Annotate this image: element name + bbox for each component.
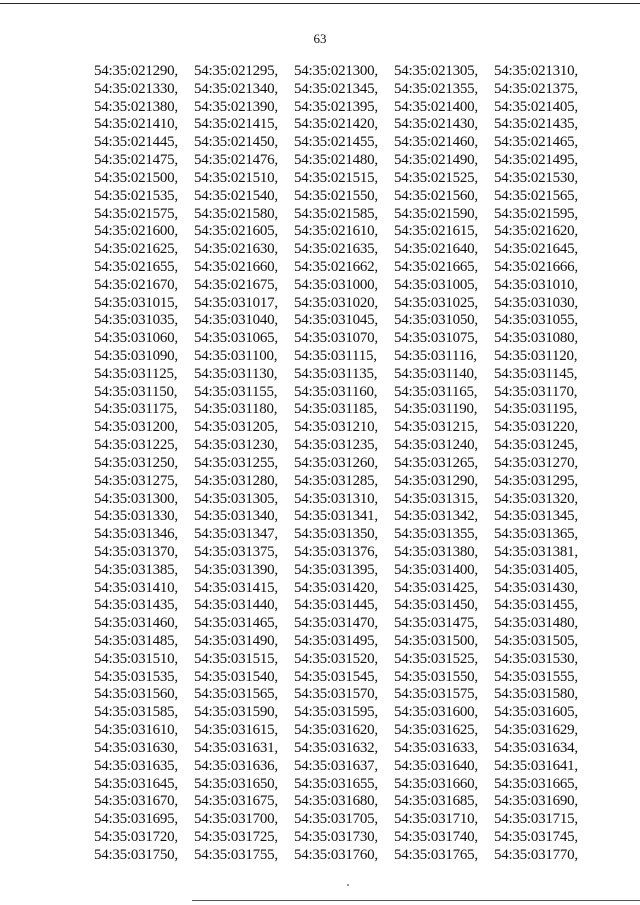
- cadastral-number: 54:35:021540,: [194, 187, 278, 204]
- cadastral-number: 54:35:031116,: [394, 348, 477, 364]
- number-row: [94, 134, 602, 150]
- cadastral-number: 54:35:031640,: [394, 757, 478, 774]
- cadastral-number: 54:35:031347,: [194, 526, 278, 543]
- cadastral-number: 54:35:021420,: [294, 116, 378, 133]
- number-row: [94, 259, 602, 275]
- cadastral-number: 54:35:021675,: [194, 276, 278, 293]
- number-row: [94, 170, 602, 186]
- number-row: [94, 508, 602, 524]
- cadastral-number: 54:35:031220,: [494, 419, 578, 436]
- cadastral-number: 54:35:031595,: [294, 704, 378, 721]
- cadastral-number: 54:35:021395,: [294, 98, 378, 115]
- cadastral-number: 54:35:031685,: [394, 793, 478, 810]
- cadastral-number: 54:35:021300,: [294, 63, 378, 79]
- cadastral-number: 54:35:021450,: [194, 134, 278, 151]
- cadastral-number: 54:35:031715,: [494, 811, 578, 828]
- cadastral-number: 54:35:021310,: [494, 63, 578, 79]
- cadastral-number: 54:35:031565,: [194, 686, 278, 703]
- cadastral-number: 54:35:031025,: [394, 294, 478, 311]
- cadastral-number: 54:35:021670,: [94, 276, 178, 293]
- cadastral-number: 54:35:031585,: [94, 704, 178, 721]
- number-row: [94, 206, 602, 222]
- cadastral-number: 54:35:031520,: [294, 650, 378, 667]
- cadastral-number: 54:35:031175,: [94, 401, 178, 418]
- cadastral-number: 54:35:021595,: [494, 205, 578, 222]
- cadastral-number: 54:35:021390,: [194, 98, 278, 115]
- cadastral-number: 54:35:031125,: [94, 365, 178, 382]
- cadastral-number: 54:35:031745,: [494, 828, 578, 845]
- number-row: [94, 811, 602, 827]
- cadastral-number: 54:35:031485,: [94, 633, 178, 649]
- top-rule: [0, 3, 640, 4]
- cadastral-number: 54:35:031295,: [494, 472, 578, 489]
- cadastral-number: 54:35:021480,: [294, 152, 378, 169]
- cadastral-number: 54:35:031165,: [394, 383, 478, 400]
- cadastral-number: 54:35:031050,: [394, 312, 478, 329]
- cadastral-number: 54:35:031570,: [294, 686, 378, 703]
- cadastral-number: 54:35:021465,: [494, 134, 578, 151]
- number-row: [94, 758, 602, 774]
- cadastral-number: 54:35:031055,: [494, 312, 578, 329]
- cadastral-number: 54:35:021605,: [194, 223, 278, 240]
- cadastral-number: 54:35:031740,: [394, 828, 478, 845]
- cadastral-number: 54:35:021380,: [94, 98, 178, 115]
- cadastral-number: 54:35:021340,: [194, 80, 278, 97]
- cadastral-number: 54:35:031080,: [494, 330, 578, 347]
- number-row: [94, 526, 602, 542]
- cadastral-number: 54:35:031225,: [94, 437, 178, 454]
- cadastral-number: 54:35:031060,: [94, 330, 178, 347]
- cadastral-number: 54:35:031555,: [494, 668, 578, 685]
- cadastral-number: 54:35:031370,: [94, 543, 178, 560]
- cadastral-number: 54:35:031634,: [494, 739, 578, 756]
- cadastral-number: 54:35:031440,: [194, 597, 278, 614]
- cadastral-number: 54:35:031380,: [394, 543, 478, 560]
- cadastral-number: 54:35:021625,: [94, 241, 178, 258]
- cadastral-number: 54:35:031030,: [494, 294, 578, 311]
- cadastral-number: 54:35:031620,: [294, 722, 378, 739]
- number-row: [94, 633, 602, 649]
- cadastral-number: 54:35:031490,: [194, 633, 278, 649]
- cadastral-number: 54:35:031017,: [194, 294, 278, 311]
- scan-speck: [347, 884, 349, 886]
- cadastral-number: 54:35:021655,: [94, 258, 178, 275]
- cadastral-number: 54:35:031635,: [94, 757, 178, 774]
- number-row: [94, 99, 602, 115]
- cadastral-number: 54:35:031215,: [394, 419, 478, 436]
- number-row: [94, 401, 602, 417]
- cadastral-number: 54:35:031510,: [94, 650, 178, 667]
- cadastral-number: 54:35:031065,: [194, 330, 278, 347]
- cadastral-number: 54:35:031235,: [294, 437, 378, 454]
- number-row: [94, 686, 602, 702]
- cadastral-number: 54:35:031750,: [94, 846, 178, 863]
- cadastral-number: 54:35:031345,: [494, 508, 578, 525]
- cadastral-number: 54:35:031480,: [494, 615, 578, 632]
- cadastral-number: 54:35:031455,: [494, 597, 578, 614]
- number-row: [94, 544, 602, 560]
- cadastral-number: 54:35:021525,: [394, 169, 478, 186]
- cadastral-number: 54:35:031460,: [94, 615, 178, 632]
- cadastral-number: 54:35:031180,: [194, 401, 278, 418]
- number-row: [94, 847, 602, 863]
- cadastral-number: 54:35:021430,: [394, 116, 478, 133]
- cadastral-number: 54:35:021580,: [194, 205, 278, 222]
- number-row: [94, 597, 602, 613]
- cadastral-number: 54:35:031260,: [294, 454, 378, 471]
- cadastral-number: 54:35:031190,: [394, 401, 478, 418]
- cadastral-number: 54:35:031330,: [94, 508, 178, 525]
- cadastral-number: 54:35:031390,: [194, 561, 278, 578]
- cadastral-number: 54:35:031000,: [294, 276, 378, 293]
- number-row: [94, 491, 602, 507]
- cadastral-number: 54:35:031625,: [394, 722, 478, 739]
- cadastral-number: 54:35:031410,: [94, 579, 178, 596]
- cadastral-number: 54:35:021666,: [494, 258, 578, 275]
- cadastral-number: 54:35:031350,: [294, 526, 378, 543]
- cadastral-number: 54:35:021475,: [94, 152, 178, 169]
- number-row: [94, 116, 602, 132]
- cadastral-number: 54:35:021355,: [394, 80, 478, 97]
- cadastral-number: 54:35:021530,: [494, 169, 578, 186]
- cadastral-number: 54:35:021495,: [494, 152, 578, 169]
- number-row: [94, 651, 602, 667]
- cadastral-number: 54:35:021445,: [94, 134, 178, 151]
- cadastral-number: 54:35:031305,: [194, 490, 278, 507]
- number-row: [94, 669, 602, 685]
- cadastral-number: 54:35:031670,: [94, 793, 178, 810]
- cadastral-number: 54:35:031770,: [494, 846, 578, 863]
- cadastral-number: 54:35:031210,: [294, 419, 378, 436]
- number-row: [94, 312, 602, 328]
- cadastral-number: 54:35:021535,: [94, 187, 178, 204]
- number-row: [94, 277, 602, 293]
- cadastral-number: 54:35:031300,: [94, 490, 178, 507]
- number-row: [94, 366, 602, 382]
- cadastral-number: 54:35:031160,: [294, 383, 378, 400]
- cadastral-number: 54:35:031515,: [194, 650, 278, 667]
- number-row: [94, 295, 602, 311]
- cadastral-number: 54:35:031200,: [94, 419, 178, 436]
- number-row: [94, 437, 602, 453]
- cadastral-number: 54:35:031540,: [194, 668, 278, 685]
- cadastral-number: 54:35:031250,: [94, 454, 178, 471]
- cadastral-number: 54:35:031450,: [394, 597, 478, 614]
- cadastral-number: 54:35:021550,: [294, 187, 378, 204]
- cadastral-number: 54:35:031645,: [94, 775, 178, 792]
- cadastral-number: 54:35:031400,: [394, 561, 478, 578]
- cadastral-number: 54:35:031600,: [394, 704, 478, 721]
- number-row: [94, 63, 602, 79]
- cadastral-number-list: [94, 63, 602, 863]
- cadastral-number: 54:35:021435,: [494, 116, 578, 133]
- cadastral-number: 54:35:021410,: [94, 116, 178, 133]
- cadastral-number: 54:35:021345,: [294, 80, 378, 97]
- number-row: [94, 793, 602, 809]
- cadastral-number: 54:35:031629,: [494, 722, 578, 739]
- number-row: [94, 473, 602, 489]
- cadastral-number: 54:35:021645,: [494, 241, 578, 258]
- cadastral-number: 54:35:021415,: [194, 116, 278, 133]
- number-row: [94, 829, 602, 845]
- cadastral-number: 54:35:031465,: [194, 615, 278, 632]
- cadastral-number: 54:35:031005,: [394, 276, 478, 293]
- cadastral-number: 54:35:031425,: [394, 579, 478, 596]
- cadastral-number: 54:35:021375,: [494, 80, 578, 97]
- cadastral-number: 54:35:031315,: [394, 490, 478, 507]
- number-row: [94, 330, 602, 346]
- cadastral-number: 54:35:031255,: [194, 454, 278, 471]
- cadastral-number: 54:35:031045,: [294, 312, 378, 329]
- cadastral-number: 54:35:031590,: [194, 704, 278, 721]
- number-row: [94, 740, 602, 756]
- cadastral-number: 54:35:021600,: [94, 223, 178, 240]
- cadastral-number: 54:35:031632,: [294, 739, 378, 756]
- cadastral-number: 54:35:031650,: [194, 775, 278, 792]
- number-row: [94, 615, 602, 631]
- cadastral-number: 54:35:031075,: [394, 330, 478, 347]
- cadastral-number: 54:35:031280,: [194, 472, 278, 489]
- cadastral-number: 54:35:031730,: [294, 828, 378, 845]
- cadastral-number: 54:35:031340,: [194, 508, 278, 525]
- cadastral-number: 54:35:031395,: [294, 561, 378, 578]
- cadastral-number: 54:35:031150,: [94, 383, 178, 400]
- cadastral-number: 54:35:021665,: [394, 258, 478, 275]
- cadastral-number: 54:35:031090,: [94, 348, 178, 364]
- cadastral-number: 54:35:031525,: [394, 650, 478, 667]
- number-row: [94, 419, 602, 435]
- cadastral-number: 54:35:031530,: [494, 650, 578, 667]
- cadastral-number: 54:35:031675,: [194, 793, 278, 810]
- cadastral-number: 54:35:031035,: [94, 312, 178, 329]
- cadastral-number: 54:35:031637,: [294, 757, 378, 774]
- cadastral-number: 54:35:021455,: [294, 134, 378, 151]
- cadastral-number: 54:35:031405,: [494, 561, 578, 578]
- cadastral-number: 54:35:021575,: [94, 205, 178, 222]
- number-row: [94, 152, 602, 168]
- number-row: [94, 81, 602, 97]
- cadastral-number: 54:35:021630,: [194, 241, 278, 258]
- cadastral-number: 54:35:031550,: [394, 668, 478, 685]
- cadastral-number: 54:35:031575,: [394, 686, 478, 703]
- cadastral-number: 54:35:031695,: [94, 811, 178, 828]
- cadastral-number: 54:35:031341,: [294, 508, 378, 525]
- cadastral-number: 54:35:031720,: [94, 828, 178, 845]
- cadastral-number: 54:35:021620,: [494, 223, 578, 240]
- cadastral-number: 54:35:021615,: [394, 223, 478, 240]
- cadastral-number: 54:35:031641,: [494, 757, 578, 774]
- cadastral-number: 54:35:031705,: [294, 811, 378, 828]
- cadastral-number: 54:35:031680,: [294, 793, 378, 810]
- number-row: [94, 704, 602, 720]
- cadastral-number: 54:35:031135,: [294, 365, 378, 382]
- cadastral-number: 54:35:031535,: [94, 668, 178, 685]
- cadastral-number: 54:35:031185,: [294, 401, 378, 418]
- cadastral-number: 54:35:031040,: [194, 312, 278, 329]
- cadastral-number: 54:35:031615,: [194, 722, 278, 739]
- cadastral-number: 54:35:031755,: [194, 846, 278, 863]
- cadastral-number: 54:35:031385,: [94, 561, 178, 578]
- cadastral-number: 54:35:031475,: [394, 615, 478, 632]
- cadastral-number: 54:35:031170,: [494, 383, 578, 400]
- cadastral-number: 54:35:031376,: [294, 543, 378, 560]
- cadastral-number: 54:35:021660,: [194, 258, 278, 275]
- bottom-rule: [192, 900, 640, 901]
- cadastral-number: 54:35:031665,: [494, 775, 578, 792]
- cadastral-number: 54:35:021460,: [394, 134, 478, 151]
- cadastral-number: 54:35:031100,: [194, 348, 278, 364]
- page-number: 63: [313, 31, 327, 46]
- cadastral-number: 54:35:031120,: [494, 348, 578, 364]
- cadastral-number: 54:35:021290,: [94, 63, 178, 79]
- cadastral-number: 54:35:021635,: [294, 241, 378, 258]
- cadastral-number: 54:35:031290,: [394, 472, 478, 489]
- cadastral-number: 54:35:031610,: [94, 722, 178, 739]
- cadastral-number: 54:35:021405,: [494, 98, 578, 115]
- cadastral-number: 54:35:031205,: [194, 419, 278, 436]
- cadastral-number: 54:35:031710,: [394, 811, 478, 828]
- cadastral-number: 54:35:031495,: [294, 633, 378, 649]
- cadastral-number: 54:35:021565,: [494, 187, 578, 204]
- number-row: [94, 776, 602, 792]
- cadastral-number: 54:35:031265,: [394, 454, 478, 471]
- cadastral-number: 54:35:021662,: [294, 258, 378, 275]
- number-row: [94, 722, 602, 738]
- cadastral-number: 54:35:021330,: [94, 80, 178, 97]
- cadastral-number: 54:35:031245,: [494, 437, 578, 454]
- cadastral-number: 54:35:031605,: [494, 704, 578, 721]
- cadastral-number: 54:35:031342,: [394, 508, 478, 525]
- cadastral-number: 54:35:031690,: [494, 793, 578, 810]
- cadastral-number: 54:35:031435,: [94, 597, 178, 614]
- cadastral-number: 54:35:021640,: [394, 241, 478, 258]
- cadastral-number: 54:35:031760,: [294, 846, 378, 863]
- number-row: [94, 241, 602, 257]
- cadastral-number: 54:35:031700,: [194, 811, 278, 828]
- cadastral-number: 54:35:031020,: [294, 294, 378, 311]
- number-row: [94, 348, 602, 364]
- cadastral-number: 54:35:031660,: [394, 775, 478, 792]
- cadastral-number: 54:35:031430,: [494, 579, 578, 596]
- cadastral-number: 54:35:021515,: [294, 169, 378, 186]
- cadastral-number: 54:35:031270,: [494, 454, 578, 471]
- cadastral-number: 54:35:031630,: [94, 739, 178, 756]
- cadastral-number: 54:35:021500,: [94, 169, 178, 186]
- cadastral-number: 54:35:031415,: [194, 579, 278, 596]
- cadastral-number: 54:35:031155,: [194, 383, 278, 400]
- cadastral-number: 54:35:031275,: [94, 472, 178, 489]
- cadastral-number: 54:35:031633,: [394, 739, 478, 756]
- cadastral-number: 54:35:031420,: [294, 579, 378, 596]
- cadastral-number: 54:35:021476,: [194, 152, 278, 169]
- number-row: [94, 188, 602, 204]
- cadastral-number: 54:35:021490,: [394, 152, 478, 169]
- cadastral-number: 54:35:031636,: [194, 757, 278, 774]
- cadastral-number: 54:35:031580,: [494, 686, 578, 703]
- cadastral-number: 54:35:031240,: [394, 437, 478, 454]
- cadastral-number: 54:35:031631,: [194, 739, 278, 756]
- number-row: [94, 455, 602, 471]
- cadastral-number: 54:35:031381,: [494, 543, 578, 560]
- cadastral-number: 54:35:031365,: [494, 526, 578, 543]
- cadastral-number: 54:35:031285,: [294, 472, 378, 489]
- cadastral-number: 54:35:031725,: [194, 828, 278, 845]
- cadastral-number: 54:35:021305,: [394, 63, 478, 79]
- number-row: [94, 223, 602, 239]
- cadastral-number: 54:35:031470,: [294, 615, 378, 632]
- cadastral-number: 54:35:031115,: [294, 348, 377, 364]
- cadastral-number: 54:35:031765,: [394, 846, 478, 863]
- cadastral-number: 54:35:021560,: [394, 187, 478, 204]
- cadastral-number: 54:35:031320,: [494, 490, 578, 507]
- cadastral-number: 54:35:031655,: [294, 775, 378, 792]
- cadastral-number: 54:35:031130,: [194, 365, 278, 382]
- cadastral-number: 54:35:031445,: [294, 597, 378, 614]
- cadastral-number: 54:35:031505,: [494, 633, 578, 649]
- cadastral-number: 54:35:021585,: [294, 205, 378, 222]
- cadastral-number: 54:35:031230,: [194, 437, 278, 454]
- cadastral-number: 54:35:021590,: [394, 205, 478, 222]
- cadastral-number: 54:35:021610,: [294, 223, 378, 240]
- cadastral-number: 54:35:031310,: [294, 490, 378, 507]
- number-row: [94, 384, 602, 400]
- cadastral-number: 54:35:031560,: [94, 686, 178, 703]
- cadastral-number: 54:35:021295,: [194, 63, 278, 79]
- cadastral-number: 54:35:031010,: [494, 276, 578, 293]
- cadastral-number: 54:35:021400,: [394, 98, 478, 115]
- cadastral-number: 54:35:031195,: [494, 401, 578, 418]
- cadastral-number: 54:35:021510,: [194, 169, 278, 186]
- cadastral-number: 54:35:031545,: [294, 668, 378, 685]
- cadastral-number: 54:35:031015,: [94, 294, 178, 311]
- cadastral-number: 54:35:031070,: [294, 330, 378, 347]
- number-row: [94, 580, 602, 596]
- cadastral-number: 54:35:031355,: [394, 526, 478, 543]
- cadastral-number: 54:35:031346,: [94, 526, 178, 543]
- cadastral-number: 54:35:031375,: [194, 543, 278, 560]
- cadastral-number: 54:35:031140,: [394, 365, 478, 382]
- number-row: [94, 562, 602, 578]
- cadastral-number: 54:35:031145,: [494, 365, 578, 382]
- cadastral-number: 54:35:031500,: [394, 633, 478, 649]
